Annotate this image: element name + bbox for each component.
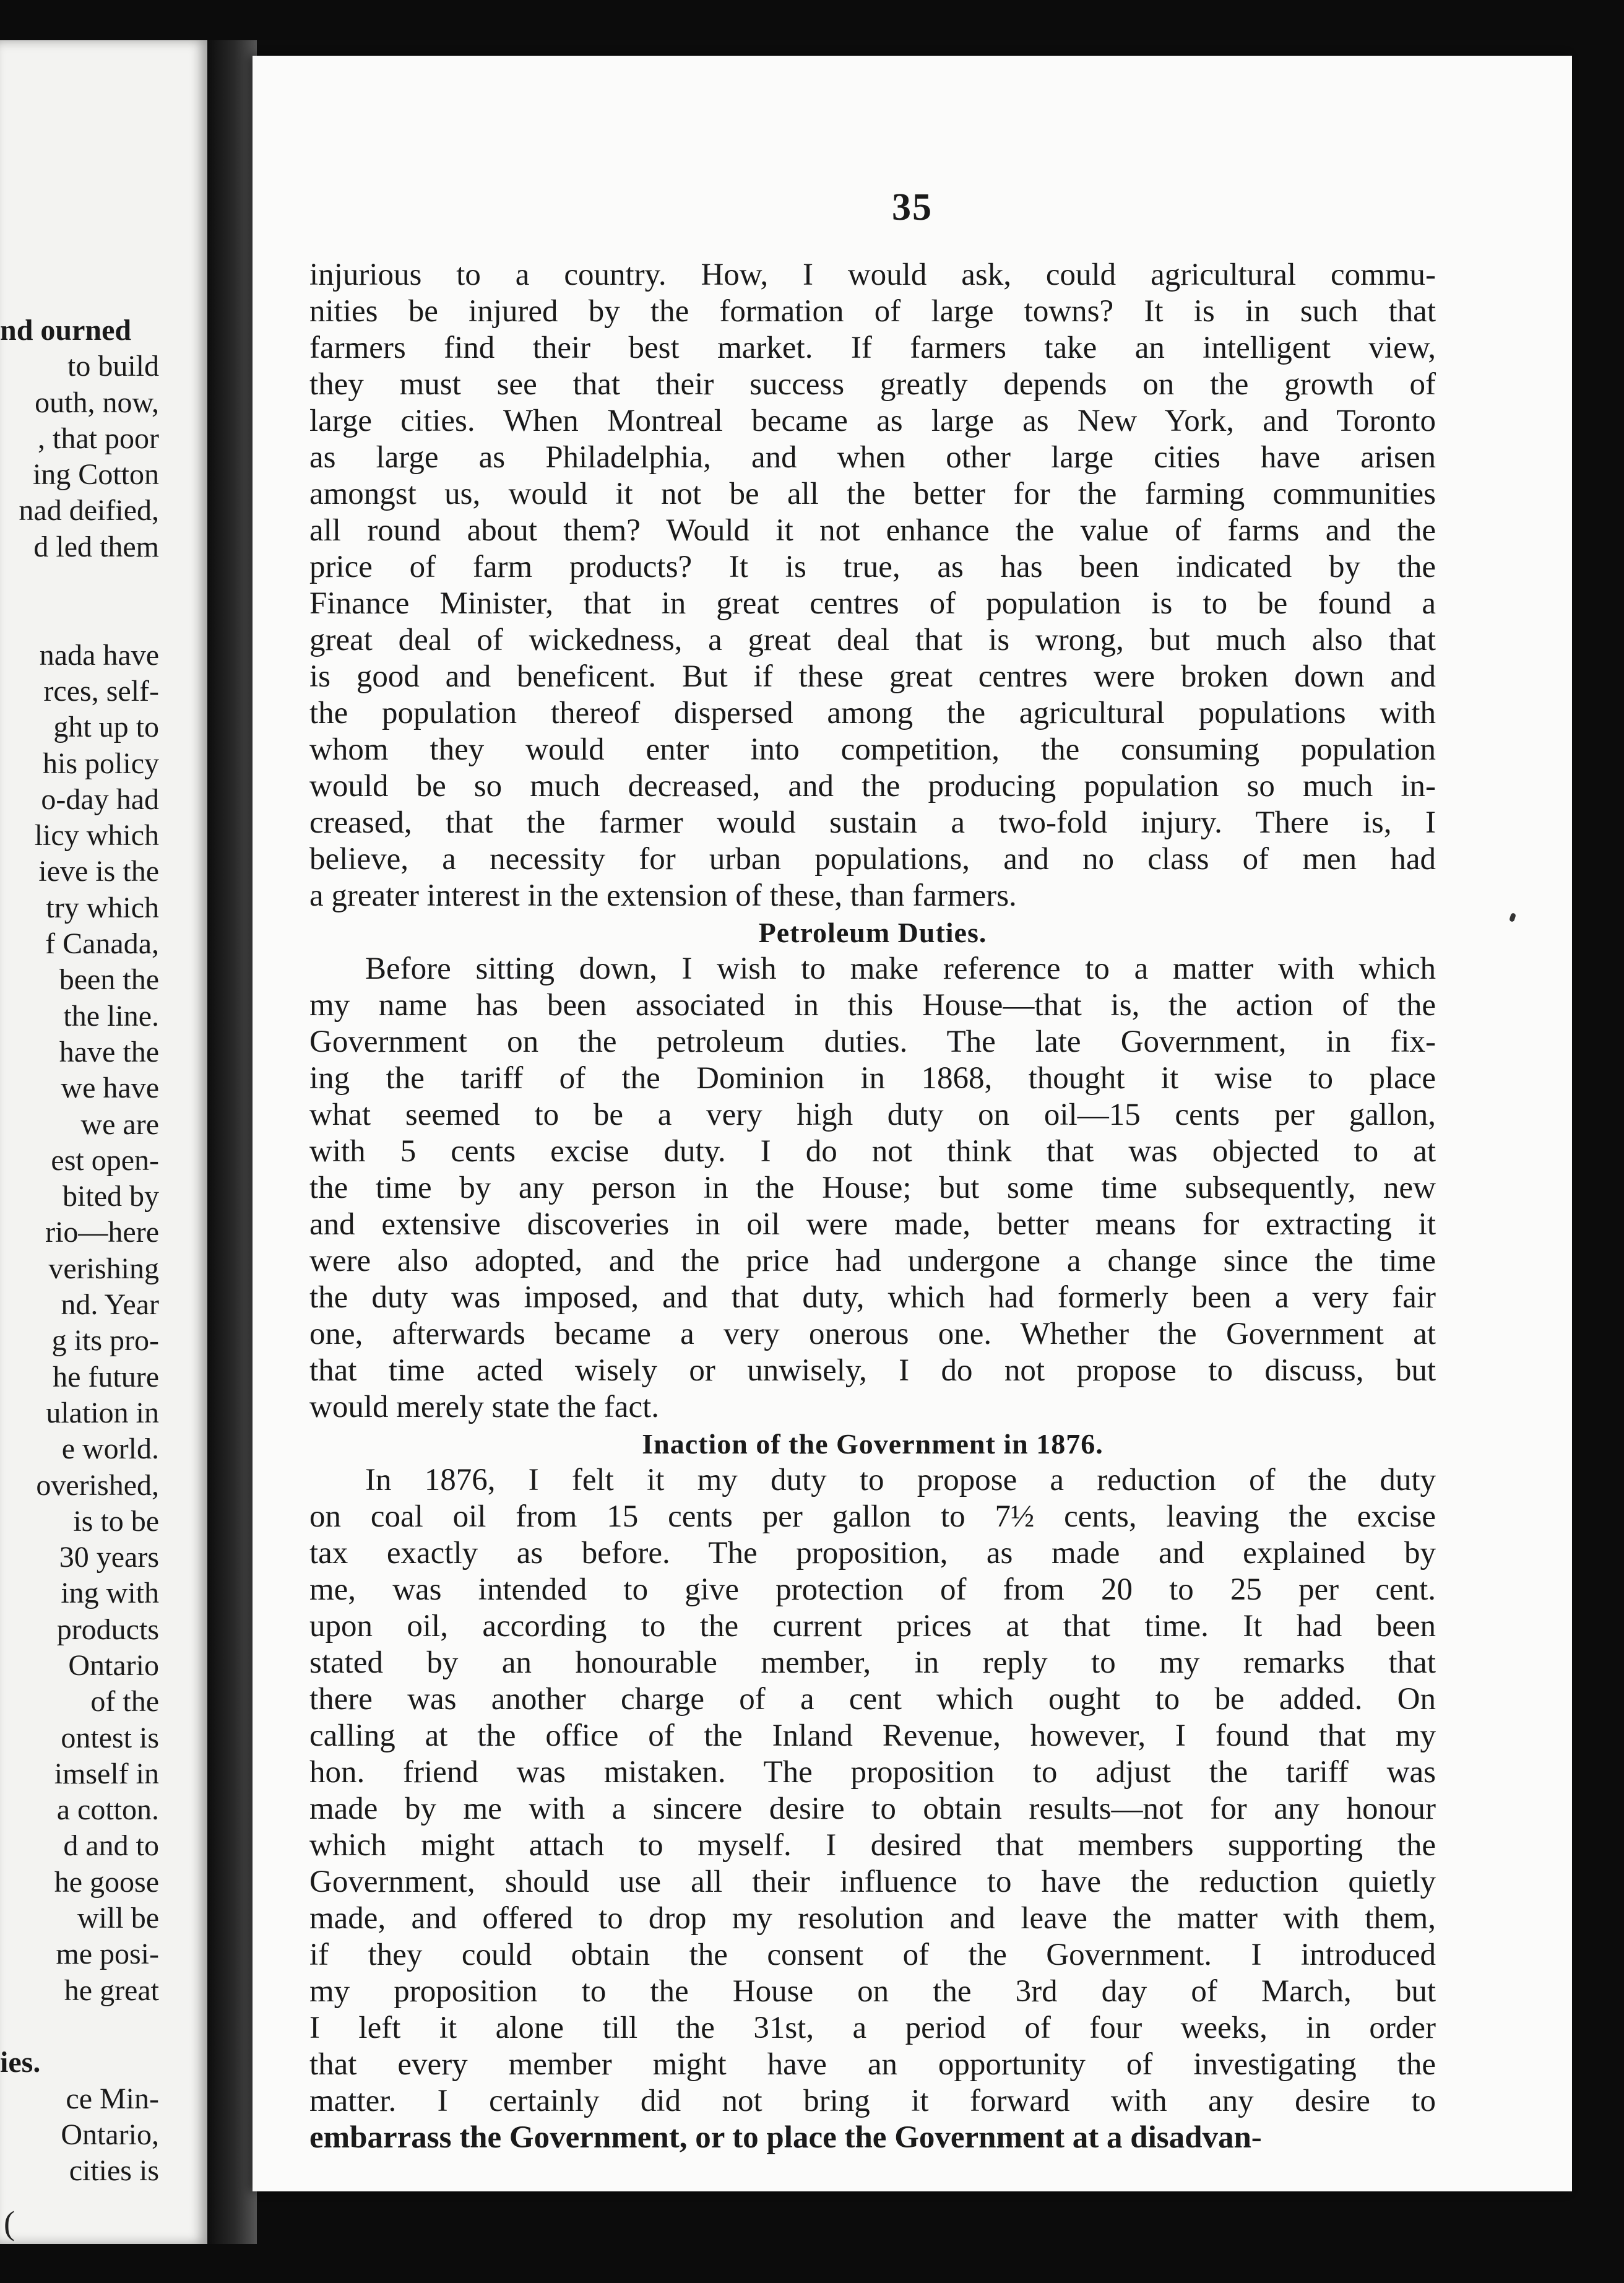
text-line: injurious to a country. How, I would ask, could agricultural commu- [309,258,1436,292]
text-line: upon oil, according to the current prices at that time. It had been [309,1609,1436,1644]
text-line: I left it alone till the 31st, a period of four weeks, in order [309,2011,1436,2045]
left-page-line: d led them [33,530,159,563]
page-body-text [309,257,1436,2156]
margin-mark: ( [4,2204,15,2242]
section-heading: Petroleum Duties. [758,917,987,948]
left-page-line: rio—here [45,1216,159,1249]
left-page-line: ing with [61,1577,159,1610]
left-page-line: have the [59,1035,159,1068]
left-page-line: licy which [34,819,159,852]
text-line: In 1876, I felt it my duty to propose a reduction of the duty [365,1463,1436,1497]
left-page-line: been the [59,963,159,997]
text-line: as large as Philadelphia, and when other large cities have arisen [309,440,1436,475]
text-line: price of farm products? It is true, as has been indicated by the [309,550,1436,584]
text-line: Government on the petroleum duties. The late Government, in fix- [309,1025,1436,1059]
text-line: the time by any person in the House; but some time subsequently, new [309,1171,1436,1205]
text-line: is good and beneficent. But if these great centres were broken down and [309,659,1436,694]
text-line: creased, that the farmer would sustain a two-fold injury. There is, I [309,805,1436,840]
left-page-line: the line. [63,999,159,1033]
text-line: hon. friend was mistaken. The proposition to adjust the tariff was [309,1755,1436,1790]
text-line: Government, should use all their influence to have the reduction quietly [309,1865,1436,1899]
left-page-line: of the [90,1685,159,1718]
text-line: which might attach to myself. I desired that members supporting the [309,1828,1436,1863]
left-page-line: outh, now, [35,386,159,419]
book-binding-gutter [207,40,257,2244]
left-page-line: 30 years [59,1541,159,1574]
left-page-line: will be [77,1902,159,1935]
text-line: large cities. When Montreal became as large as New York, and Toronto [309,404,1436,438]
left-page-line: rces, self- [43,674,159,708]
text-line: made by me with a sincere desire to obtain results—not for any honour [309,1791,1436,1826]
left-page-line [0,565,207,601]
text-line: Before sitting down, I wish to make reference to a matter with which [365,951,1436,986]
left-page-line: ies. [0,2046,41,2079]
left-page-line: Ontario, [61,2118,159,2151]
text-line: farmers find their best market. If farmers take an intelligent view, [309,331,1436,365]
left-page-line: ulation in [46,1396,159,1429]
left-page-line: he great [64,1973,159,2007]
left-page-line [0,601,207,637]
left-page-line: is to be [73,1504,159,1538]
page-number: 35 [892,186,933,228]
left-page-line: e world. [61,1432,159,1466]
left-page-line: we have [61,1072,159,1105]
text-line: all round about them? Would it not enhance the value of farms and the [309,513,1436,548]
left-page-line: est open- [51,1143,159,1177]
left-page-line: ce Min- [66,2082,159,2115]
left-page-line: d and to [63,1829,159,1863]
left-page-line: nd ourned [0,314,132,347]
text-line: would be so much decreased, and the producing population so much in- [309,769,1436,804]
left-page-line: ing Cotton [32,458,159,492]
text-line: there was another charge of a cent which ought to be added. On [309,1682,1436,1717]
left-page-line: he goose [54,1865,159,1899]
left-page-text [0,313,207,2189]
text-line: believe, a necessity for urban populations, and no class of men had [309,842,1436,877]
left-page-line [0,2009,207,2045]
left-page-line: f Canada, [45,927,159,961]
left-page-line: a cotton. [56,1793,159,1827]
left-page-line: g its pro- [51,1324,159,1358]
text-line: Finance Minister, that in great centres of population is to be found a [309,586,1436,621]
left-page-line: cities is [69,2154,159,2188]
text-line: on coal oil from 15 cents per gallon to 7½ cents, leaving the excise [309,1499,1436,1534]
left-page-line: ght up to [53,711,159,744]
left-page-line: overished, [36,1468,159,1502]
left-page-line: o-day had [41,782,159,816]
text-line: if they could obtain the consent of the Government. I introduced [309,1938,1436,1972]
left-page-line: ontest is [61,1721,159,1754]
left-page-line: his policy [43,747,159,780]
text-line: with 5 cents excise duty. I do not think that was objected to at [309,1134,1436,1169]
text-line: that every member might have an opportunity of investigating the [309,2047,1436,2082]
left-page-line: me posi- [56,1938,159,1971]
text-line: my name has been associated in this House—that is, the action of the [309,988,1436,1023]
text-line: the population thereof dispersed among the agricultural populations with [309,696,1436,730]
left-page-line: Ontario [68,1648,159,1682]
left-page-line: we are [80,1107,159,1141]
left-page-line: nad deified, [19,494,159,527]
text-line: amongst us, would it not be all the better for the farming communities [309,477,1436,511]
left-page-line: imself in [54,1757,159,1790]
left-page-line: nada have [39,638,159,672]
text-line: matter. I certainly did not bring it forward with any desire to [309,2084,1436,2118]
text-line: nities be injured by the formation of large towns? It is in such that [309,294,1436,329]
text-line: a greater interest in the extension of these, than farmers. [309,878,1017,913]
left-page-line: to build [67,350,159,383]
text-line: stated by an honourable member, in reply to my remarks that [309,1645,1436,1680]
left-page-fragment [0,40,207,2244]
text-line: the duty was imposed, and that duty, which had formerly been a very fair [309,1280,1436,1315]
left-page-line: ieve is the [38,855,159,888]
text-line: great deal of wickedness, a great deal that is wrong, but much also that [309,623,1436,657]
left-page-line: products [56,1613,159,1646]
text-line: whom they would enter into competition, the consuming population [309,732,1436,767]
text-line: one, afterwards became a very onerous one. Whether the Government at [309,1317,1436,1351]
left-page-line: verishing [48,1252,159,1285]
left-page-line: bited by [63,1180,159,1213]
left-page-line: nd. Year [61,1288,159,1322]
text-line: embarrass the Government, or to place the Government at a disadvan- [309,2120,1262,2155]
text-line: me, was intended to give protection of from 20 to 25 per cent. [309,1572,1436,1607]
text-line: made, and offered to drop my resolution and leave the matter with them, [309,1901,1436,1936]
left-page-line: , that poor [38,422,159,455]
text-line: calling at the office of the Inland Revenue, however, I found that my [309,1718,1436,1753]
section-heading: Inaction of the Government in 1876. [642,1428,1104,1460]
text-line: tax exactly as before. The proposition, as made and explained by [309,1536,1436,1570]
text-line: they must see that their success greatly depends on the growth of [309,367,1436,402]
main-page [253,56,1572,2191]
text-line: and extensive discoveries in oil were made, better means for extracting it [309,1207,1436,1242]
text-line: were also adopted, and the price had undergone a change since the time [309,1244,1436,1278]
text-line: that time acted wisely or unwisely, I do not propose to discuss, but [309,1353,1436,1388]
text-line: ing the tariff of the Dominion in 1868, thought it wise to place [309,1061,1436,1096]
text-line: my proposition to the House on the 3rd day of March, but [309,1974,1436,2009]
left-page-line: try which [46,891,159,924]
left-page-line: he future [53,1360,159,1393]
text-line: would merely state the fact. [309,1390,660,1424]
text-line: what seemed to be a very high duty on oil—15 cents per gallon, [309,1098,1436,1132]
